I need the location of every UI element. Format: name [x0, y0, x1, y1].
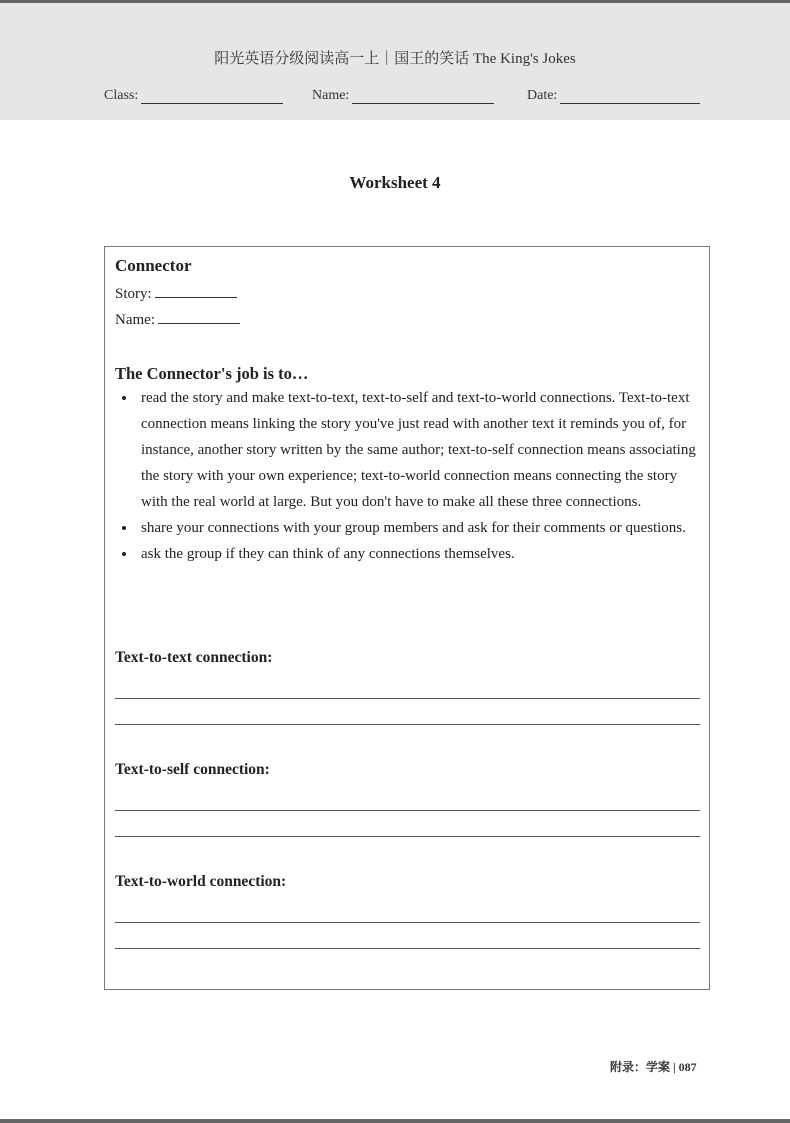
- class-label: Class:: [104, 88, 139, 103]
- write-line: [115, 810, 700, 811]
- name-blank: [352, 89, 494, 104]
- section-text-to-self: Text-to-self connection:: [115, 761, 270, 778]
- header-title: 阳光英语分级阅读高一上｜国王的笑话 The King's Jokes: [214, 51, 576, 67]
- job-bullet: • share your connections with your group members and ask for their comments or questions.: [137, 515, 699, 541]
- story-blank: [155, 285, 237, 298]
- bottom-border: [0, 1119, 790, 1123]
- write-line: [115, 922, 700, 923]
- page-footer: 附录：学案 | 087: [610, 1060, 697, 1074]
- section-text-to-world: Text-to-world connection:: [115, 873, 287, 890]
- name-field-box: [115, 311, 240, 329]
- job-list: [115, 385, 699, 567]
- date-blank: [560, 89, 700, 104]
- write-line: [115, 698, 700, 699]
- class-field: [104, 88, 283, 104]
- page-header: [0, 3, 790, 120]
- name-label-box: Name:: [115, 312, 155, 328]
- date-label: Date:: [527, 88, 558, 103]
- job-heading: The Connector's job is to…: [115, 364, 309, 383]
- name-label: Name:: [312, 88, 350, 103]
- story-field: [115, 285, 237, 303]
- write-line: [115, 724, 700, 725]
- job-bullet: • read the story and make text-to-text, text-to-self and text-to-world connections. Text-to-text connection means linking the story you've just read with another text it reminds you of, for instance, another story written by the same author; text-to-self connection means associating the story with your own experience; text-to-world connection means connecting the story with the real world at large. But you don't have to make all these three connections.: [137, 385, 699, 515]
- write-line: [115, 836, 700, 837]
- worksheet-title: Worksheet 4: [349, 173, 441, 192]
- section-text-to-text: Text-to-text connection:: [115, 649, 273, 666]
- write-line: [115, 948, 700, 949]
- date-field: [527, 88, 700, 104]
- class-blank: [141, 89, 283, 104]
- story-label: Story:: [115, 286, 152, 302]
- name-blank-box: [158, 311, 240, 324]
- job-bullet: • ask the group if they can think of any connections themselves.: [137, 541, 699, 567]
- name-field: [312, 88, 494, 104]
- role-title: Connector: [115, 256, 192, 275]
- connector-box: [104, 246, 710, 990]
